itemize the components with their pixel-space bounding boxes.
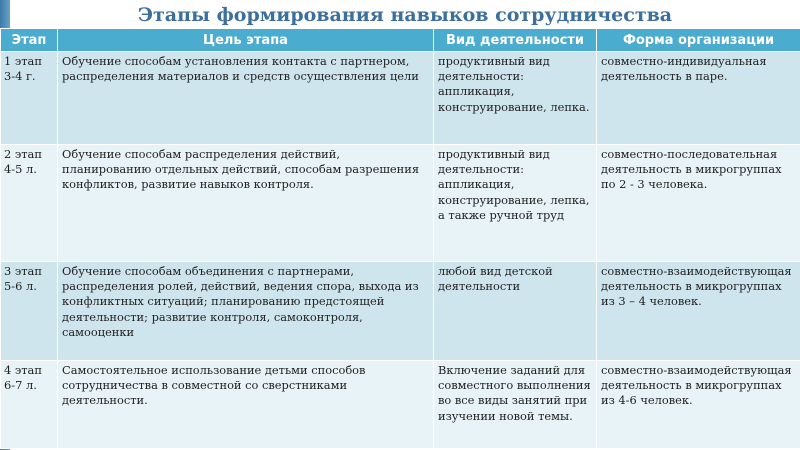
column-header-form: Форма организации: [597, 29, 800, 52]
cell-activity: продуктивный вид деятельности: аппликация, конструирование, лепка, а также ручной труд: [434, 145, 597, 262]
cell-activity: продуктивный вид деятельности: аппликация, конструирование, лепка.: [434, 52, 597, 145]
cell-goal: Обучение способам распределения действий, планированию отдельных действий, способам разрешения конфликтов, развитие навыков контроля.: [58, 145, 434, 262]
table-header-row: [1, 29, 800, 52]
column-header-goal: Цель этапа: [58, 29, 434, 52]
column-header-activity: Вид деятельности: [434, 29, 597, 52]
cell-goal: Самостоятельное использование детьми способов сотрудничества в совместной со сверстниками деятельности.: [58, 361, 434, 449]
cell-form: совместно-взаимодействующая деятельность в микрогруппах из 4-6 человек.: [597, 361, 800, 449]
cell-form: совместно-индивидуальная деятельность в паре.: [597, 52, 800, 145]
cell-stage: 1 этап 3-4 г.: [1, 52, 58, 145]
cell-goal: Обучение способам объединения с партнерами, распределения ролей, действий, ведения спора, выхода из конфликтных ситуаций; планированию предстоящей деятельности; развитие контроля, самоконтроля, самооценки: [58, 262, 434, 361]
stages-table: [0, 28, 800, 449]
page-title: Этапы формирования навыков сотрудничества: [137, 4, 673, 26]
cell-goal: Обучение способам установления контакта с партнером, распределения материалов и средств осуществления цели: [58, 52, 434, 145]
table-row: [1, 145, 800, 262]
cell-form: совместно-последовательная деятельность в микрогруппах по 2 - 3 человека.: [597, 145, 800, 262]
cell-activity: любой вид детской деятельности: [434, 262, 597, 361]
cell-activity: Включение заданий для совместного выполнения во все виды занятий при изучении новой темы.: [434, 361, 597, 449]
cell-stage: 3 этап 5-6 л.: [1, 262, 58, 361]
cell-stage: 4 этап 6-7 л.: [1, 361, 58, 449]
table-row: [1, 361, 800, 449]
cell-stage: 2 этап 4-5 л.: [1, 145, 58, 262]
cell-form: совместно-взаимодействующая деятельность в микрогруппах из 3 – 4 человек.: [597, 262, 800, 361]
column-header-stage: Этап: [1, 29, 58, 52]
table-row: [1, 52, 800, 145]
table-row: [1, 262, 800, 361]
